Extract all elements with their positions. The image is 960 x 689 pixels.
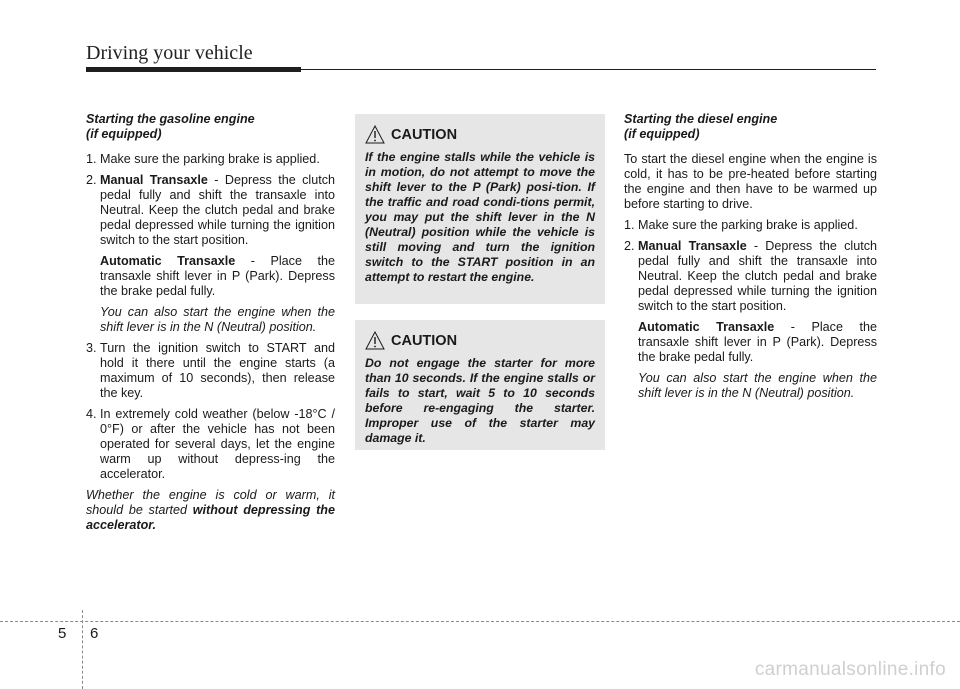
header-rule-thick xyxy=(86,67,301,72)
page-number: 6 xyxy=(90,625,99,642)
footer-vertical-divider xyxy=(82,610,83,689)
step-text: - Place the transaxle shift lever in P (Park). Depress the brake pedal fully. xyxy=(638,320,878,364)
caution-text: Do not engage the starter for more than 10 seconds. If the engine stalls or fails to start, wait 5 to 10 seconds before re-engaging the starter. Improper use of the starter may damage it. xyxy=(365,356,595,445)
diesel-section xyxy=(624,112,877,407)
step-number: 1. xyxy=(624,218,635,232)
diesel-title-line2: (if equipped) xyxy=(624,127,700,141)
step-number: 1. xyxy=(86,152,97,166)
page-header-title: Driving your vehicle xyxy=(86,42,253,64)
caution-box-stall xyxy=(355,114,605,304)
step-text: Make sure the parking brake is applied. xyxy=(100,152,320,166)
caution-text: If the engine stalls while the vehicle is in motion, do not attempt to move the shift lever to the P (Park) posi-tion. If the traffic and road condi-tions permit, you may put the shift lever in the N (Neutral) position while the vehicle is still moving and turn the ignition switch to the START position in an attempt to restart the engine. xyxy=(365,150,595,284)
watermark-text: carmanualsonline.info xyxy=(754,659,946,680)
header-rule-thin xyxy=(301,69,876,70)
gasoline-step-4 xyxy=(86,407,335,482)
automatic-transaxle-label: Automatic Transaxle xyxy=(100,254,236,268)
step-text: - Depress the clutch pedal fully and shift the transaxle into Neutral. Keep the clutch pedal and brake pedal depressed while turning the ignition switch to the start position. xyxy=(100,173,335,247)
gasoline-step-3 xyxy=(86,341,335,401)
step-text: Make sure the parking brake is applied. xyxy=(638,218,858,232)
diesel-step-1 xyxy=(624,218,877,233)
caution-box-starter xyxy=(355,320,605,450)
manual-transaxle-label: Manual Transaxle xyxy=(100,173,208,187)
caution-label: CAUTION xyxy=(391,333,458,349)
caution-header xyxy=(365,330,595,352)
diesel-step-2-note: You can also start the engine when the shift lever is in the N (Neutral) position. xyxy=(638,371,877,400)
closing-bold-text: without depressing the accelerator. xyxy=(86,503,335,532)
footer-divider xyxy=(0,621,960,622)
gasoline-step-2-automatic xyxy=(100,254,335,299)
gasoline-section xyxy=(86,112,335,539)
gasoline-section-title xyxy=(86,112,335,142)
diesel-section-title xyxy=(624,112,877,142)
caution-label: CAUTION xyxy=(391,127,458,143)
gasoline-step-2-note: You can also start the engine when the shift lever is in the N (Neutral) position. xyxy=(100,305,335,334)
chapter-number: 5 xyxy=(58,625,67,642)
step-number: 3. xyxy=(86,341,97,355)
header-rule xyxy=(86,67,876,72)
step-text: - Depress the clutch pedal fully and shift the transaxle into Neutral. Keep the clutch pedal and brake pedal depressed while turning the ignition switch to the start position. xyxy=(638,239,877,313)
warning-triangle-icon xyxy=(365,125,385,145)
diesel-step-2-automatic xyxy=(638,320,877,365)
manual-transaxle-label: Manual Transaxle xyxy=(638,239,747,253)
step-text: In extremely cold weather (below -18°C / 0°F) or after the vehicle has not been operated for several days, let the engine warm up without depress-ing the accelerator. xyxy=(100,407,335,481)
step-number: 4. xyxy=(86,407,97,421)
step-text: - Place the transaxle shift lever in P (Park). Depress the brake pedal fully. xyxy=(100,254,336,298)
step-number: 2. xyxy=(86,173,97,187)
caution-header xyxy=(365,124,595,146)
diesel-title-line1: Starting the diesel engine xyxy=(624,112,778,126)
diesel-step-2 xyxy=(624,239,877,314)
gasoline-title-line2: (if equipped) xyxy=(86,127,162,141)
diesel-intro: To start the diesel engine when the engine is cold, it has to be pre-heated before starting the engine and then have to be warmed up before starting to drive. xyxy=(624,152,877,211)
gasoline-step-1 xyxy=(86,152,335,167)
warning-triangle-icon xyxy=(365,331,385,351)
gasoline-title-line1: Starting the gasoline engine xyxy=(86,112,255,126)
gasoline-step-2 xyxy=(86,173,335,248)
step-number: 2. xyxy=(624,239,635,253)
gasoline-closing-note xyxy=(86,488,335,533)
step-text: Turn the ignition switch to START and hold it there until the engine starts (a maximum of 10 seconds), then release the key. xyxy=(100,341,335,400)
closing-plain-text: Whether the engine is cold or warm, it should be started xyxy=(86,488,335,517)
automatic-transaxle-label: Automatic Transaxle xyxy=(638,320,775,334)
